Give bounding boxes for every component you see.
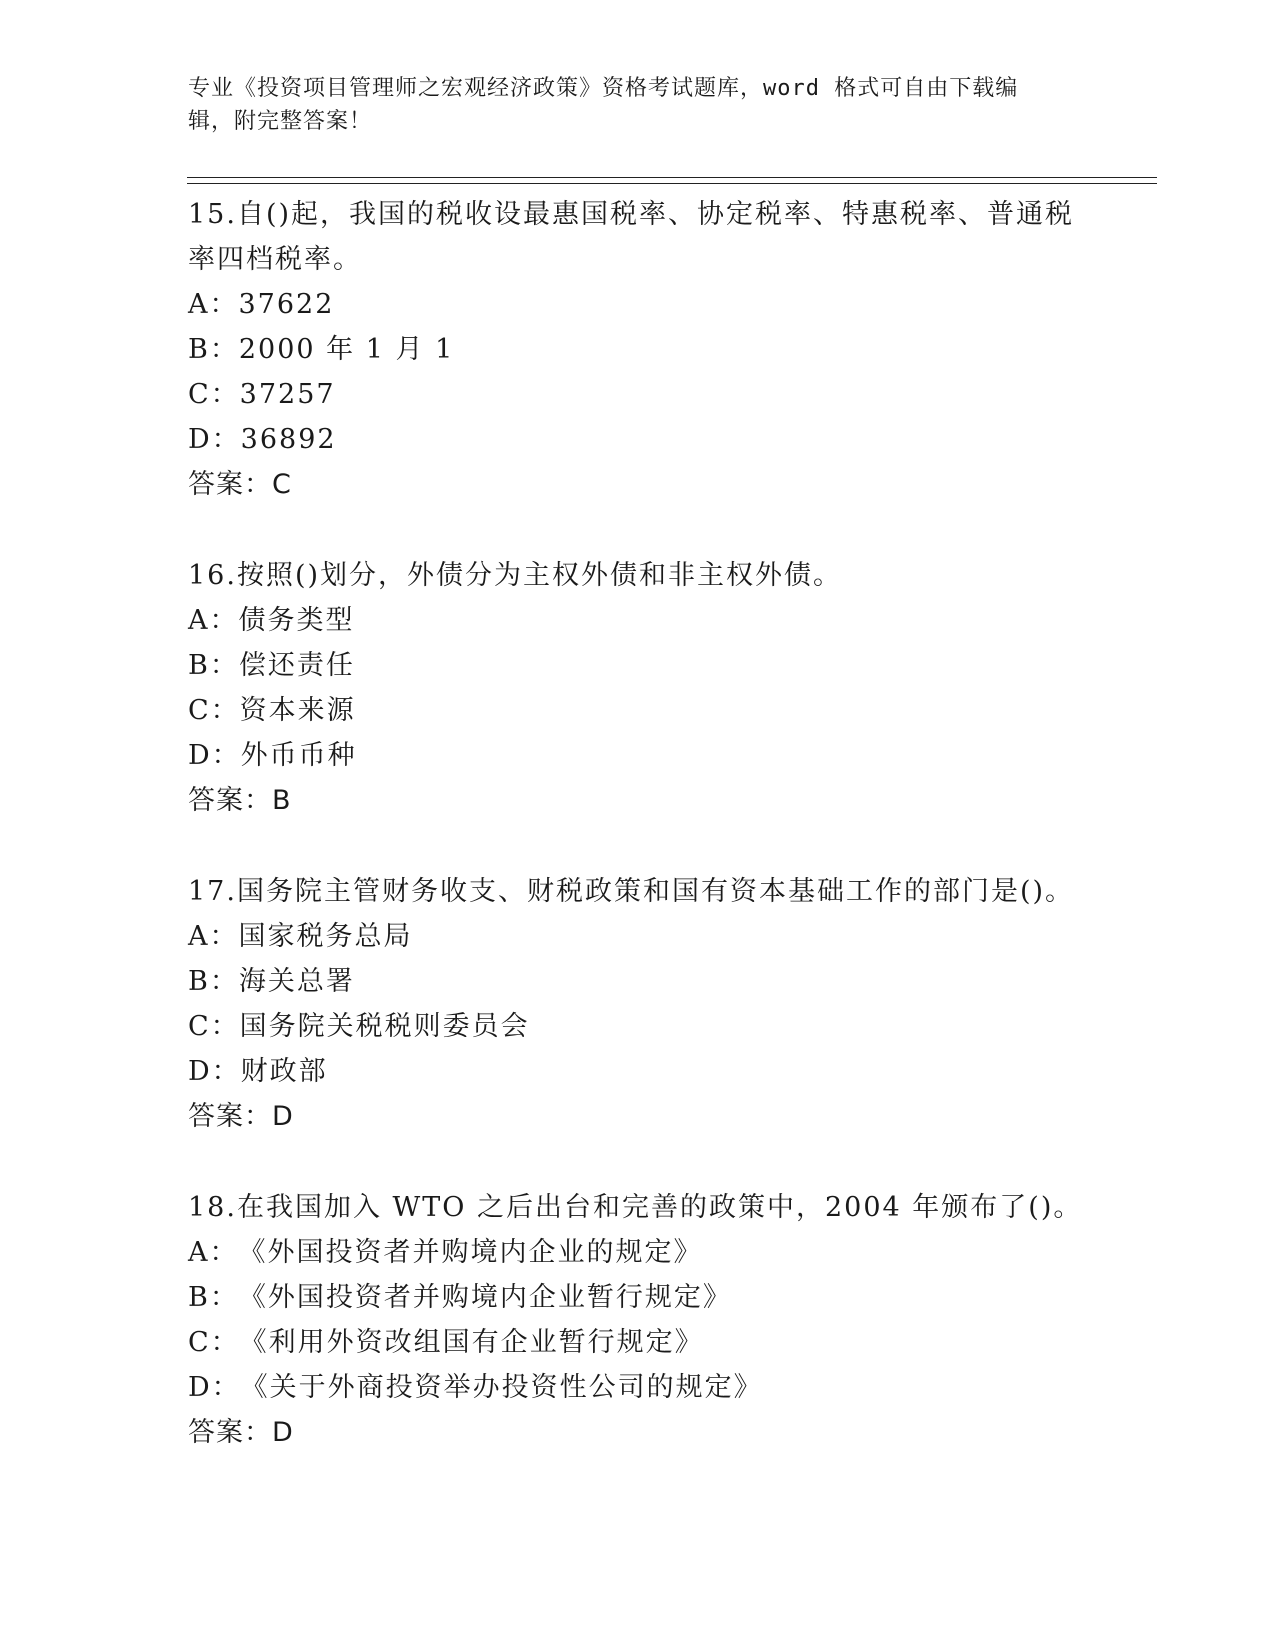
- question-text: 16.按照()划分，外债分为主权外债和非主权外债。: [188, 560, 843, 591]
- option-text: 外币币种: [240, 740, 357, 771]
- option-text: 37257: [239, 379, 336, 410]
- document-header: [188, 72, 1068, 138]
- option-a: [188, 1230, 1088, 1275]
- option-letter: B：: [188, 334, 239, 365]
- option-text: 资本来源: [239, 695, 356, 726]
- answer-line: 答案：C: [188, 469, 292, 500]
- option-c: [188, 688, 1088, 733]
- option-letter: A：: [188, 1237, 239, 1268]
- option-text: 国务院关税税则委员会: [239, 1011, 530, 1042]
- option-d: [188, 1365, 1088, 1410]
- option-letter: C：: [188, 1011, 240, 1042]
- question-text-continued: 率四档税率。: [188, 244, 362, 275]
- option-b: [188, 643, 1088, 688]
- option-letter: D：: [188, 424, 241, 455]
- option-c: [188, 1320, 1088, 1365]
- option-b: [188, 327, 1088, 372]
- option-a: [188, 914, 1088, 959]
- option-text: 《外国投资者并购境内企业暂行规定》: [238, 1282, 732, 1313]
- option-text: 2000 年 1 月 1: [238, 334, 455, 365]
- option-letter: A：: [188, 605, 239, 636]
- option-a: [188, 598, 1088, 643]
- option-letter: C：: [188, 1327, 240, 1358]
- option-text: 37622: [238, 289, 335, 320]
- question-list: [188, 192, 1088, 1501]
- option-text: 债务类型: [238, 605, 355, 636]
- question-18: [188, 1185, 1088, 1455]
- answer-line: 答案：B: [188, 785, 292, 816]
- option-letter: C：: [188, 379, 240, 410]
- option-text: 偿还责任: [238, 650, 355, 681]
- question-16: [188, 553, 1088, 823]
- header-line-2: 辑，附完整答案！: [188, 109, 373, 134]
- option-c: [188, 372, 1088, 417]
- question-15: [188, 192, 1088, 507]
- option-letter: A：: [188, 289, 239, 320]
- option-letter: D：: [188, 740, 241, 771]
- option-letter: A：: [188, 921, 239, 952]
- option-b: [188, 1275, 1088, 1320]
- question-text: 17.国务院主管财务收支、财税政策和国有资本基础工作的部门是()。: [188, 876, 1075, 907]
- header-divider-bottom: [187, 183, 1157, 184]
- question-text: 18.在我国加入 WTO 之后出台和完善的政策中，2004 年颁布了()。: [188, 1192, 1083, 1223]
- option-d: [188, 1049, 1088, 1094]
- option-letter: D：: [188, 1372, 241, 1403]
- header-line-1: 专业《投资项目管理师之宏观经济政策》资格考试题库，word 格式可自由下载编: [188, 76, 1019, 101]
- option-c: [188, 1004, 1088, 1049]
- option-a: [188, 282, 1088, 327]
- option-d: [188, 733, 1088, 778]
- option-text: 《利用外资改组国有企业暂行规定》: [239, 1327, 704, 1358]
- option-letter: B：: [188, 1282, 239, 1313]
- option-letter: B：: [188, 650, 239, 681]
- option-text: 国家税务总局: [238, 921, 413, 952]
- option-text: 36892: [240, 424, 337, 455]
- option-text: 财政部: [240, 1056, 328, 1087]
- option-b: [188, 959, 1088, 1004]
- question-text: 15.自()起，我国的税收设最惠国税率、协定税率、特惠税率、普通税: [188, 199, 1075, 230]
- answer-line: 答案：D: [188, 1101, 294, 1132]
- option-letter: B：: [188, 966, 239, 997]
- option-text: 海关总署: [238, 966, 355, 997]
- option-text: 《外国投资者并购境内企业的规定》: [238, 1237, 703, 1268]
- option-text: 《关于外商投资举办投资性公司的规定》: [240, 1372, 763, 1403]
- option-letter: C：: [188, 695, 240, 726]
- question-17: [188, 869, 1088, 1139]
- option-d: [188, 417, 1088, 462]
- header-divider-top: [187, 177, 1157, 178]
- answer-line: 答案：D: [188, 1417, 294, 1448]
- option-letter: D：: [188, 1056, 241, 1087]
